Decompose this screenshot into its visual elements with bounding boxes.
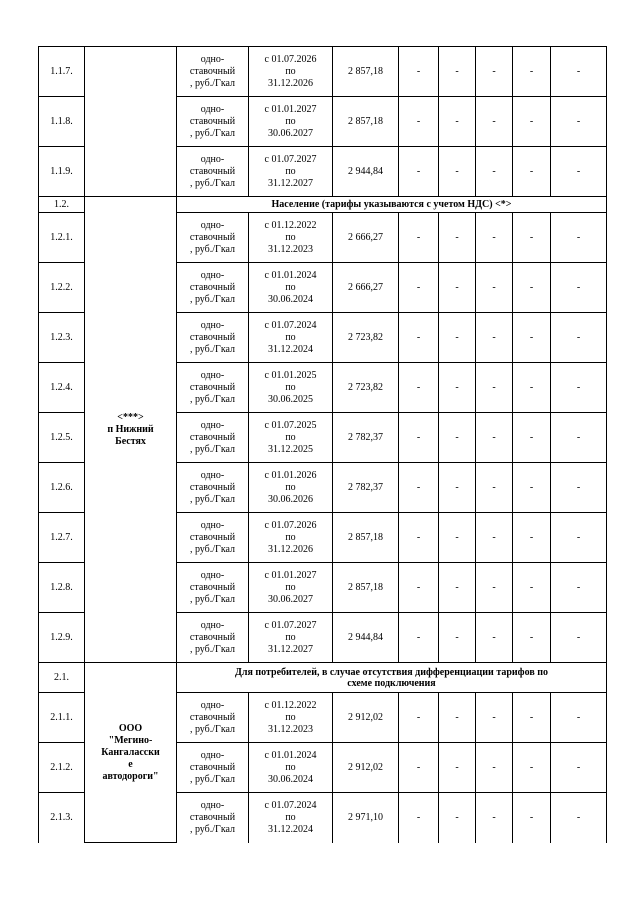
dash-cell: - <box>399 793 439 843</box>
dash-cell: - <box>551 613 607 663</box>
period-cell <box>249 793 333 843</box>
unit-cell <box>177 47 249 97</box>
period-line: с 01.12.2022 <box>264 699 317 711</box>
org-name-line: ООО <box>118 722 143 734</box>
unit-line: одно- <box>200 519 225 531</box>
row-number: 1.1.8. <box>39 97 85 147</box>
row-number: 1.2.1. <box>39 213 85 263</box>
dash-cell: - <box>439 263 476 313</box>
dash-cell: - <box>399 263 439 313</box>
unit-line: одно- <box>200 799 225 811</box>
dash-cell: - <box>476 97 513 147</box>
unit-line: ставочный <box>189 531 236 543</box>
row-number: 2.1.3. <box>39 793 85 843</box>
period-line: 31.12.2024 <box>268 823 313 835</box>
period-line: 31.12.2023 <box>268 723 313 735</box>
unit-cell <box>177 743 249 793</box>
period-line: с 01.07.2026 <box>264 53 317 65</box>
period-line: с 01.01.2024 <box>264 749 317 761</box>
period-cell <box>249 363 333 413</box>
period-line: по <box>285 281 296 293</box>
tariff-value: 2 782,37 <box>333 413 399 463</box>
period-line: с 01.07.2027 <box>264 153 317 165</box>
unit-cell <box>177 463 249 513</box>
unit-line: ставочный <box>189 381 236 393</box>
period-line: с 01.01.2024 <box>264 269 317 281</box>
dash-cell: - <box>439 793 476 843</box>
unit-line: одно- <box>200 749 225 761</box>
unit-line: одно- <box>200 53 225 65</box>
unit-cell <box>177 693 249 743</box>
period-line: по <box>285 165 296 177</box>
section-row <box>39 197 607 213</box>
dash-cell: - <box>439 513 476 563</box>
unit-line: одно- <box>200 269 225 281</box>
period-line: по <box>285 581 296 593</box>
dash-cell: - <box>476 213 513 263</box>
period-line: с 01.07.2024 <box>264 799 317 811</box>
unit-line: одно- <box>200 103 225 115</box>
tariff-value: 2 857,18 <box>333 97 399 147</box>
section-number: 1.2. <box>39 197 85 213</box>
unit-cell <box>177 263 249 313</box>
unit-line: , руб./Гкал <box>189 127 236 139</box>
period-cell <box>249 47 333 97</box>
dash-cell: - <box>399 513 439 563</box>
row-number: 2.1.2. <box>39 743 85 793</box>
tariff-value: 2 723,82 <box>333 313 399 363</box>
dash-cell: - <box>476 613 513 663</box>
dash-cell: - <box>439 313 476 363</box>
period-cell <box>249 563 333 613</box>
section-title-line: Для потребителей, в случае отсутствия дифференциации тарифов по <box>234 666 549 678</box>
period-line: по <box>285 115 296 127</box>
dash-cell: - <box>513 213 551 263</box>
unit-line: , руб./Гкал <box>189 243 236 255</box>
section-row <box>39 663 607 693</box>
dash-cell: - <box>476 363 513 413</box>
unit-cell <box>177 413 249 463</box>
tariff-value: 2 857,18 <box>333 513 399 563</box>
period-line: по <box>285 381 296 393</box>
unit-line: , руб./Гкал <box>189 77 236 89</box>
dash-cell: - <box>399 363 439 413</box>
period-line: с 01.07.2024 <box>264 319 317 331</box>
row-number: 2.1.1. <box>39 693 85 743</box>
period-line: с 01.07.2026 <box>264 519 317 531</box>
dash-cell: - <box>439 213 476 263</box>
period-line: 30.06.2024 <box>268 293 313 305</box>
row-number: 1.2.5. <box>39 413 85 463</box>
unit-cell <box>177 313 249 363</box>
dash-cell: - <box>399 313 439 363</box>
period-line: 31.12.2023 <box>268 243 313 255</box>
dash-cell: - <box>513 513 551 563</box>
unit-line: , руб./Гкал <box>189 493 236 505</box>
unit-line: ставочный <box>189 711 236 723</box>
dash-cell: - <box>551 97 607 147</box>
dash-cell: - <box>399 47 439 97</box>
tariff-table <box>38 46 607 843</box>
row-number: 1.2.3. <box>39 313 85 363</box>
unit-line: , руб./Гкал <box>189 443 236 455</box>
period-cell <box>249 313 333 363</box>
dash-cell: - <box>513 743 551 793</box>
unit-line: ставочный <box>189 65 236 77</box>
unit-line: ставочный <box>189 231 236 243</box>
section-title <box>177 197 607 213</box>
unit-line: , руб./Гкал <box>189 543 236 555</box>
unit-line: одно- <box>200 419 225 431</box>
unit-line: , руб./Гкал <box>189 773 236 785</box>
period-line: с 01.01.2026 <box>264 469 317 481</box>
period-cell <box>249 263 333 313</box>
section-number: 2.1. <box>39 663 85 693</box>
dash-cell: - <box>513 463 551 513</box>
tariff-value: 2 666,27 <box>333 213 399 263</box>
dash-cell: - <box>399 693 439 743</box>
unit-cell <box>177 793 249 843</box>
org-name-line: "Мегино- <box>108 734 153 746</box>
dash-cell: - <box>476 413 513 463</box>
unit-line: одно- <box>200 619 225 631</box>
dash-cell: - <box>551 563 607 613</box>
period-line: 30.06.2024 <box>268 773 313 785</box>
unit-line: ставочный <box>189 115 236 127</box>
org-name-line: е <box>128 758 133 770</box>
dash-cell: - <box>476 147 513 197</box>
period-line: с 01.07.2025 <box>264 419 317 431</box>
dash-cell: - <box>551 743 607 793</box>
org-name-line: <***> <box>117 411 144 423</box>
dash-cell: - <box>513 613 551 663</box>
dash-cell: - <box>476 263 513 313</box>
dash-cell: - <box>476 743 513 793</box>
unit-line: , руб./Гкал <box>189 393 236 405</box>
tariff-value: 2 723,82 <box>333 363 399 413</box>
period-cell <box>249 613 333 663</box>
period-line: по <box>285 231 296 243</box>
dash-cell: - <box>476 793 513 843</box>
unit-line: одно- <box>200 569 225 581</box>
unit-line: ставочный <box>189 761 236 773</box>
dash-cell: - <box>513 147 551 197</box>
dash-cell: - <box>551 147 607 197</box>
unit-line: ставочный <box>189 811 236 823</box>
unit-line: одно- <box>200 369 225 381</box>
dash-cell: - <box>399 97 439 147</box>
unit-line: , руб./Гкал <box>189 643 236 655</box>
period-line: 31.12.2026 <box>268 543 313 555</box>
tariff-value: 2 857,18 <box>333 47 399 97</box>
dash-cell: - <box>513 793 551 843</box>
unit-cell <box>177 213 249 263</box>
unit-line: одно- <box>200 699 225 711</box>
period-line: с 01.01.2027 <box>264 569 317 581</box>
dash-cell: - <box>439 363 476 413</box>
dash-cell: - <box>513 97 551 147</box>
period-cell <box>249 463 333 513</box>
period-line: 30.06.2026 <box>268 493 313 505</box>
period-line: 31.12.2027 <box>268 643 313 655</box>
dash-cell: - <box>399 413 439 463</box>
unit-cell <box>177 147 249 197</box>
unit-line: , руб./Гкал <box>189 293 236 305</box>
unit-line: одно- <box>200 153 225 165</box>
period-line: 31.12.2025 <box>268 443 313 455</box>
unit-line: ставочный <box>189 165 236 177</box>
unit-line: ставочный <box>189 581 236 593</box>
org-name-line: Кангаласски <box>101 746 160 758</box>
dash-cell: - <box>399 147 439 197</box>
period-cell <box>249 413 333 463</box>
period-cell <box>249 97 333 147</box>
period-line: по <box>285 431 296 443</box>
row-number: 1.1.9. <box>39 147 85 197</box>
dash-cell: - <box>513 693 551 743</box>
org-cell <box>85 47 177 197</box>
unit-line: ставочный <box>189 431 236 443</box>
unit-cell <box>177 613 249 663</box>
unit-cell <box>177 513 249 563</box>
period-line: 30.06.2025 <box>268 393 313 405</box>
row-number: 1.2.6. <box>39 463 85 513</box>
dash-cell: - <box>551 263 607 313</box>
unit-line: ставочный <box>189 481 236 493</box>
dash-cell: - <box>439 147 476 197</box>
period-line: по <box>285 531 296 543</box>
dash-cell: - <box>439 563 476 613</box>
dash-cell: - <box>439 413 476 463</box>
dash-cell: - <box>551 413 607 463</box>
dash-cell: - <box>399 613 439 663</box>
tariff-value: 2 782,37 <box>333 463 399 513</box>
tariff-value: 2 912,02 <box>333 743 399 793</box>
section-title <box>177 663 607 693</box>
unit-line: , руб./Гкал <box>189 723 236 735</box>
dash-cell: - <box>399 563 439 613</box>
row-number: 1.1.7. <box>39 47 85 97</box>
section-title-line: схеме подключения <box>347 677 436 689</box>
dash-cell: - <box>439 693 476 743</box>
section-title-line: Население (тарифы указываются с учетом НДС) <*> <box>271 199 512 210</box>
dash-cell: - <box>476 313 513 363</box>
row-number: 1.2.7. <box>39 513 85 563</box>
period-line: по <box>285 481 296 493</box>
period-cell <box>249 513 333 563</box>
period-cell <box>249 743 333 793</box>
unit-cell <box>177 97 249 147</box>
row-number: 1.2.8. <box>39 563 85 613</box>
tariff-value: 2 971,10 <box>333 793 399 843</box>
period-line: с 01.01.2025 <box>264 369 317 381</box>
dash-cell: - <box>551 793 607 843</box>
unit-cell <box>177 563 249 613</box>
period-line: по <box>285 65 296 77</box>
dash-cell: - <box>513 563 551 613</box>
tariff-value: 2 857,18 <box>333 563 399 613</box>
dash-cell: - <box>399 213 439 263</box>
org-cell <box>85 197 177 663</box>
period-line: по <box>285 631 296 643</box>
period-cell <box>249 213 333 263</box>
dash-cell: - <box>513 263 551 313</box>
unit-line: одно- <box>200 469 225 481</box>
period-line: по <box>285 761 296 773</box>
dash-cell: - <box>551 313 607 363</box>
dash-cell: - <box>551 513 607 563</box>
period-line: с 01.01.2027 <box>264 103 317 115</box>
unit-line: ставочный <box>189 281 236 293</box>
dash-cell: - <box>476 463 513 513</box>
period-line: с 01.07.2027 <box>264 619 317 631</box>
period-cell <box>249 693 333 743</box>
dash-cell: - <box>551 463 607 513</box>
period-line: по <box>285 811 296 823</box>
unit-line: ставочный <box>189 631 236 643</box>
dash-cell: - <box>513 47 551 97</box>
tariff-value: 2 944,84 <box>333 613 399 663</box>
period-line: с 01.12.2022 <box>264 219 317 231</box>
org-name-line: Бестях <box>115 435 146 447</box>
org-name-line: автодороги" <box>102 770 159 782</box>
period-line: по <box>285 711 296 723</box>
period-line: 30.06.2027 <box>268 127 313 139</box>
dash-cell: - <box>513 313 551 363</box>
unit-line: одно- <box>200 219 225 231</box>
org-cell <box>85 663 177 843</box>
row-number: 1.2.2. <box>39 263 85 313</box>
org-name-line: п Нижний <box>107 423 154 435</box>
dash-cell: - <box>476 563 513 613</box>
period-line: 31.12.2024 <box>268 343 313 355</box>
tariff-value: 2 944,84 <box>333 147 399 197</box>
dash-cell: - <box>439 463 476 513</box>
period-cell <box>249 147 333 197</box>
dash-cell: - <box>513 413 551 463</box>
tariff-value: 2 666,27 <box>333 263 399 313</box>
period-line: 30.06.2027 <box>268 593 313 605</box>
dash-cell: - <box>476 693 513 743</box>
dash-cell: - <box>476 513 513 563</box>
row-number: 1.2.4. <box>39 363 85 413</box>
dash-cell: - <box>439 743 476 793</box>
unit-cell <box>177 363 249 413</box>
dash-cell: - <box>476 47 513 97</box>
dash-cell: - <box>551 47 607 97</box>
period-line: 31.12.2027 <box>268 177 313 189</box>
table-row <box>39 47 607 97</box>
dash-cell: - <box>513 363 551 413</box>
row-number: 1.2.9. <box>39 613 85 663</box>
unit-line: , руб./Гкал <box>189 823 236 835</box>
dash-cell: - <box>439 47 476 97</box>
unit-line: , руб./Гкал <box>189 343 236 355</box>
tariff-value: 2 912,02 <box>333 693 399 743</box>
unit-line: , руб./Гкал <box>189 177 236 189</box>
dash-cell: - <box>399 743 439 793</box>
period-line: 31.12.2026 <box>268 77 313 89</box>
period-line: по <box>285 331 296 343</box>
dash-cell: - <box>551 693 607 743</box>
dash-cell: - <box>439 613 476 663</box>
dash-cell: - <box>399 463 439 513</box>
unit-line: ставочный <box>189 331 236 343</box>
dash-cell: - <box>551 363 607 413</box>
unit-line: одно- <box>200 319 225 331</box>
unit-line: , руб./Гкал <box>189 593 236 605</box>
dash-cell: - <box>551 213 607 263</box>
dash-cell: - <box>439 97 476 147</box>
